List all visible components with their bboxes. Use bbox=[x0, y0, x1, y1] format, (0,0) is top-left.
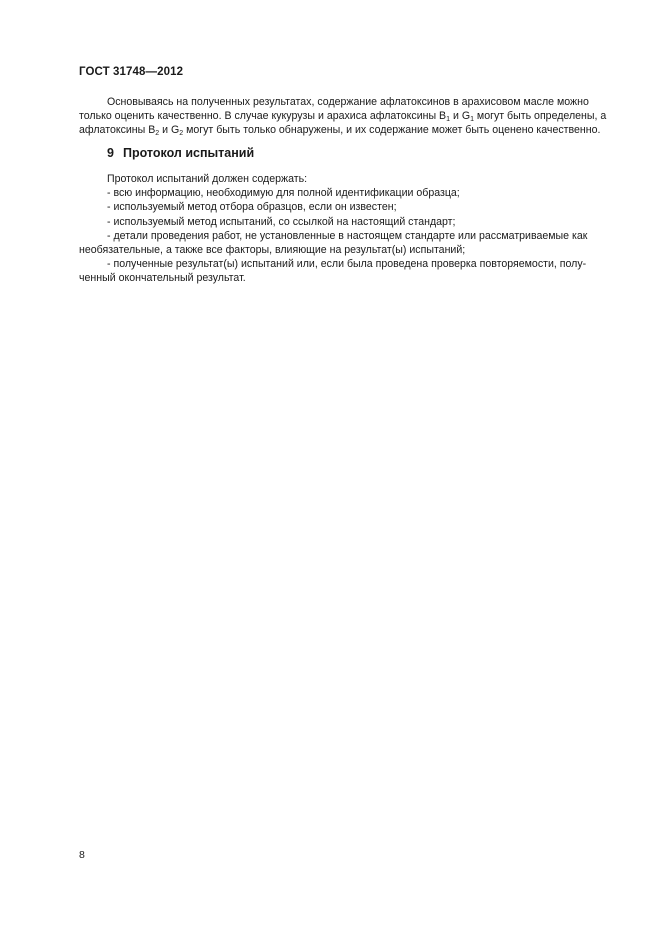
standard-header: ГОСТ 31748—2012 bbox=[79, 66, 184, 78]
paragraph-line: афлатоксины $B_2$ и $G_2$ могут быть только обнаружены, и их содержание может быть оценено качественно. bbox=[79, 124, 601, 138]
list-item: - используемый метод испытаний, со ссылкой на настоящий стандарт; bbox=[107, 215, 456, 228]
list-item-continuation: ченный окончательный результат. bbox=[79, 272, 246, 285]
section-heading bbox=[107, 146, 254, 160]
list-item: - детали проведения работ, не установленные в настоящем стандарте или рассматриваемые как bbox=[107, 229, 588, 242]
page-number: 8 bbox=[79, 849, 85, 861]
paragraph-line: Основываясь на полученных результатах, содержание афлатоксинов в арахисовом масле можно bbox=[107, 96, 589, 108]
list-item-continuation: необязательные, а также все факторы, влияющие на результат(ы) испытаний; bbox=[79, 244, 466, 257]
protocol-requirements bbox=[79, 172, 614, 286]
list-item: - полученные результат(ы) испытаний или, если была проведена проверка повторяемости, полу- bbox=[107, 258, 587, 271]
paragraph-line: только оценить качественно. В случае кукурузы и арахиса афлатоксины $B_1$ и $G_1$ могут быть определены, а bbox=[79, 110, 607, 124]
protocol-intro: Протокол испытаний должен содержать: bbox=[107, 173, 308, 185]
section-title: Протокол испытаний bbox=[122, 146, 255, 160]
section-number: 9 bbox=[107, 146, 114, 160]
list-item: - всю информацию, необходимую для полной идентификации образца; bbox=[107, 187, 460, 200]
paragraph-analysis-results bbox=[79, 95, 614, 138]
list-item: - используемый метод отбора образцов, если он известен; bbox=[107, 201, 397, 214]
